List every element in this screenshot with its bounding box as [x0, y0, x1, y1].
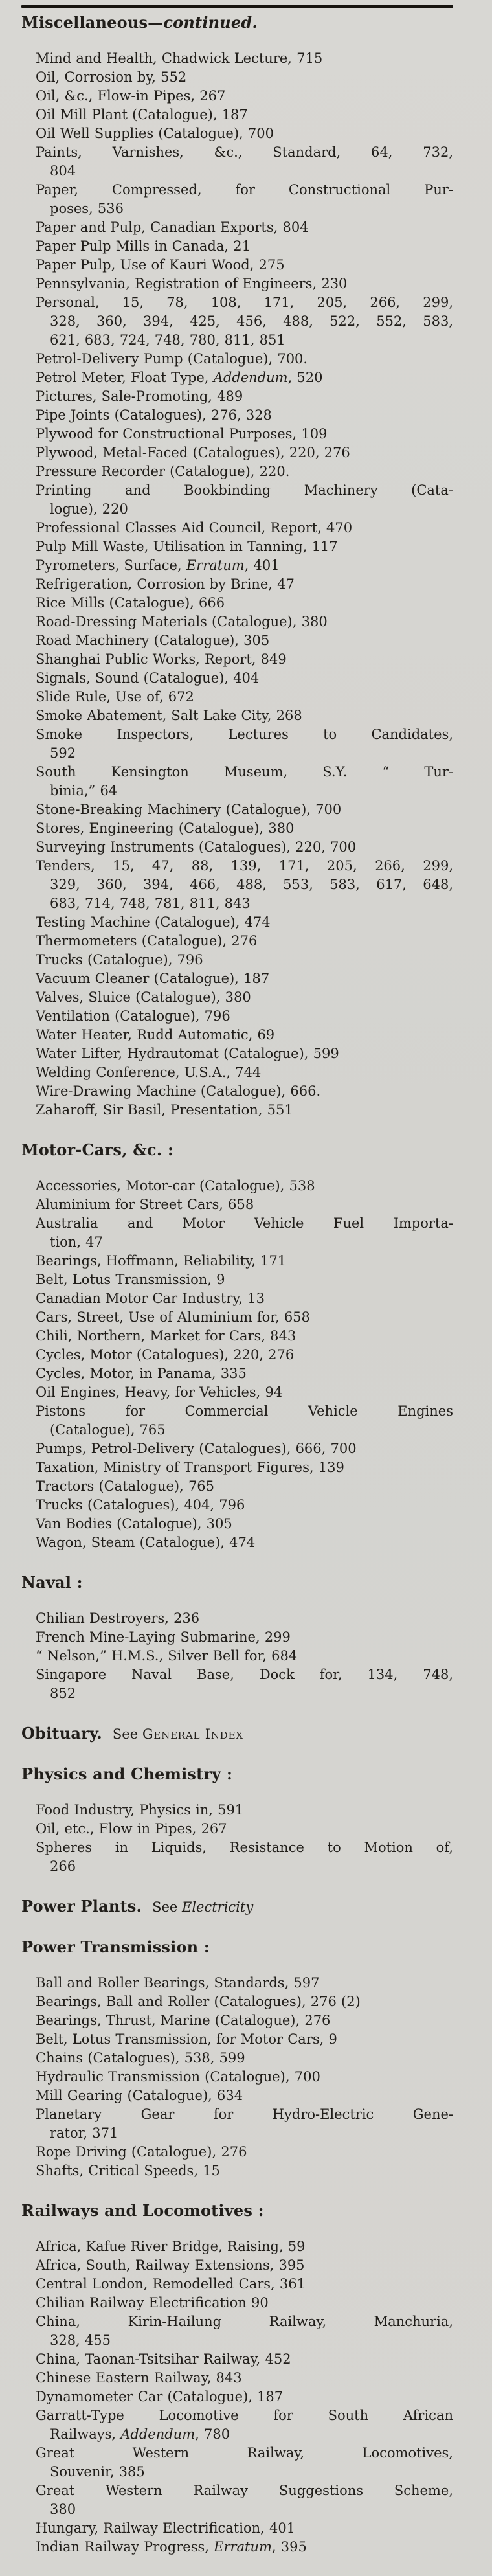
- section-power-plants: [0, 1897, 492, 1917]
- index-entry: [36, 2538, 453, 2557]
- entry-line: tion, 47: [50, 1234, 103, 1250]
- entry-line: Chilian Destroyers, 236: [36, 1610, 200, 1626]
- index-entry: [36, 1308, 453, 1327]
- index-entry: [36, 256, 453, 275]
- index-entry: [36, 2481, 453, 2519]
- index-entry: [36, 613, 453, 631]
- index-entry: [36, 819, 453, 838]
- section-motor-cars: [0, 1140, 492, 1552]
- index-entry: [36, 969, 453, 988]
- index-entry: [36, 857, 453, 913]
- entry-list: [36, 1801, 453, 1876]
- index-entry: [36, 1533, 453, 1552]
- index-entry: [36, 1477, 453, 1496]
- entry-line: Singapore Naval Base, Dock for, 134, 748,: [36, 1667, 453, 1682]
- index-entry: [36, 669, 453, 688]
- entry-line: Aluminium for Street Cars, 658: [36, 1197, 254, 1212]
- entry-line: Thermometers (Catalogue), 276: [36, 933, 258, 949]
- entry-line: Chinese Eastern Railway, 843: [36, 2370, 242, 2386]
- entry-line: Oil Mill Plant (Catalogue), 187: [36, 107, 248, 122]
- index-entry: [36, 1045, 453, 1063]
- entry-line: Ventilation (Catalogue), 796: [36, 1008, 230, 1024]
- entry-line: South Kensington Museum, S.Y. “ Tur-: [36, 764, 453, 780]
- entry-line: Tractors (Catalogue), 765: [36, 1478, 215, 1494]
- index-entry: [36, 1252, 453, 1271]
- index-entry: [36, 951, 453, 969]
- index-entry: [36, 2369, 453, 2388]
- section-physics-and-chemistry: [0, 1765, 492, 1876]
- entry-line: Trucks (Catalogue), 796: [36, 952, 203, 967]
- entry-line: Cycles, Motor, in Panama, 335: [36, 1366, 247, 1381]
- entry-line: Pictures, Sale-Promoting, 489: [36, 389, 243, 404]
- index-entry: [36, 1838, 453, 1876]
- index-entry: [36, 1458, 453, 1477]
- index-entry: [36, 462, 453, 481]
- section-heading-text: Motor-Cars, &c. :: [21, 1140, 174, 1159]
- entry-line: Oil, Corrosion by, 552: [36, 69, 187, 85]
- index-entry: [36, 293, 453, 350]
- index-entry: [36, 932, 453, 951]
- entry-line: Wagon, Steam (Catalogue), 474: [36, 1535, 256, 1550]
- index-entry: [36, 2294, 453, 2312]
- section-heading: [21, 1724, 466, 1744]
- entry-line: (Catalogue), 765: [50, 1422, 166, 1438]
- entry-line: Printing and Bookbinding Machinery (Cata-: [36, 482, 453, 498]
- section-heading-text: Power Transmission :: [21, 1938, 210, 1956]
- entry-line: Mind and Health, Chadwick Lecture, 715: [36, 51, 323, 66]
- index-entry: [36, 2350, 453, 2369]
- see-reference: See Electricity: [152, 1899, 254, 1915]
- entry-line: Oil, etc., Flow in Pipes, 267: [36, 1821, 227, 1836]
- index-entry: [36, 49, 453, 68]
- entry-line: Water Heater, Rudd Automatic, 69: [36, 1027, 275, 1043]
- index-entry: [36, 1647, 453, 1666]
- index-entry: [36, 688, 453, 706]
- index-entry: [36, 444, 453, 462]
- index-entry: [36, 1177, 453, 1195]
- entry-line: Valves, Sluice (Catalogue), 380: [36, 989, 251, 1005]
- index-entry: [36, 1993, 453, 2011]
- index-entry: [36, 2256, 453, 2275]
- entry-line: logue), 220: [50, 501, 128, 517]
- index-entry: [36, 425, 453, 444]
- index-entry: [36, 2312, 453, 2350]
- index-entry: [36, 1364, 453, 1383]
- entry-line: Smoke Abatement, Salt Lake City, 268: [36, 708, 302, 723]
- entry-line: Bearings, Ball and Roller (Catalogues), 276 (2): [36, 1994, 361, 2009]
- index-entry: [36, 725, 453, 763]
- entry-line: Paper, Compressed, for Constructional Pur-: [36, 182, 453, 198]
- section-heading: [21, 1765, 466, 1784]
- section-heading-text: Miscellaneous—continued.: [21, 13, 258, 32]
- entry-line: Water Lifter, Hydrautomat (Catalogue), 599: [36, 1046, 339, 1061]
- entry-line: Pistons for Commercial Vehicle Engines: [36, 1403, 453, 1419]
- entry-line: Food Industry, Physics in, 591: [36, 1802, 244, 1818]
- see-reference: See General Index: [112, 1726, 243, 1742]
- entry-line: Testing Machine (Catalogue), 474: [36, 914, 271, 930]
- index-entry: [36, 1214, 453, 1252]
- entry-line: Surveying Instruments (Catalogues), 220, 700: [36, 839, 357, 855]
- entry-line: Dynamometer Car (Catalogue), 187: [36, 2389, 284, 2404]
- index-entry: [36, 1820, 453, 1838]
- index-entry: [36, 594, 453, 613]
- index-entry: [36, 406, 453, 425]
- top-rule: [21, 5, 453, 8]
- entry-line: Stores, Engineering (Catalogue), 380: [36, 820, 295, 836]
- entry-line: Van Bodies (Catalogue), 305: [36, 1516, 232, 1531]
- index-entry: [36, 1346, 453, 1364]
- index-entry: [36, 2030, 453, 2049]
- section-miscellaneous: [0, 13, 492, 1120]
- index-entry: [36, 1801, 453, 1820]
- index-entry: [36, 1026, 453, 1045]
- entry-line: Bearings, Hoffmann, Reliability, 171: [36, 1253, 287, 1269]
- entry-line: 621, 683, 724, 748, 780, 811, 851: [50, 332, 285, 348]
- entry-line: “ Nelson,” H.M.S., Silver Bell for, 684: [36, 1648, 298, 1664]
- index-entry: [36, 800, 453, 819]
- index-entry: [36, 68, 453, 87]
- entry-line: Railways, Addendum, 780: [50, 2426, 230, 2442]
- entry-line: Ball and Roller Bearings, Standards, 597: [36, 1975, 320, 1991]
- section-railways-and-locomotives: [0, 2201, 492, 2557]
- section-heading-text: Naval :: [21, 1573, 83, 1592]
- index-entry: [36, 1515, 453, 1533]
- index-entry: [36, 1628, 453, 1647]
- entry-list: [36, 1177, 453, 1552]
- entry-line: China, Taonan-Tsitsihar Railway, 452: [36, 2351, 291, 2367]
- index-entry: [36, 2143, 453, 2162]
- index-entry: [36, 481, 453, 519]
- index-entry: [36, 556, 453, 575]
- index-entry: [36, 763, 453, 800]
- index-entry: [36, 575, 453, 594]
- entry-line: Great Western Railway, Locomotives,: [36, 2445, 453, 2461]
- section-heading-text: Power Plants.: [21, 1897, 142, 1915]
- index-entry: [36, 988, 453, 1007]
- index-entry: [36, 1974, 453, 1993]
- index-entry: [36, 519, 453, 537]
- entry-line: 852: [50, 1686, 76, 1701]
- index-entry: [36, 2237, 453, 2256]
- entry-line: Cars, Street, Use of Aluminium for, 658: [36, 1309, 310, 1325]
- entry-line: Rope Driving (Catalogue), 276: [36, 2144, 247, 2160]
- entry-line: Plywood for Constructional Purposes, 109: [36, 426, 328, 442]
- section-heading: [21, 1140, 466, 1160]
- index-entry: [36, 387, 453, 406]
- index-entry: [36, 1271, 453, 1289]
- entry-line: Planetary Gear for Hydro-Electric Gene-: [36, 2107, 453, 2122]
- entry-line: Africa, South, Railway Extensions, 395: [36, 2257, 305, 2273]
- entry-line: Paints, Varnishes, &c., Standard, 64, 732,: [36, 144, 453, 160]
- entry-line: Oil, &c., Flow-in Pipes, 267: [36, 88, 226, 104]
- entry-line: Pennsylvania, Registration of Engineers, 230: [36, 276, 348, 291]
- entry-line: French Mine-Laying Submarine, 299: [36, 1629, 291, 1645]
- entry-line: China, Kirin-Hailung Railway, Manchuria,: [36, 2314, 453, 2329]
- section-heading: [21, 2201, 466, 2220]
- entry-line: Hydraulic Transmission (Catalogue), 700: [36, 2069, 320, 2085]
- index-entry: [36, 350, 453, 368]
- entry-line: Canadian Motor Car Industry, 13: [36, 1291, 265, 1306]
- entry-line: Welding Conference, U.S.A., 744: [36, 1065, 262, 1080]
- section-heading: [21, 1938, 466, 1957]
- entry-line: Trucks (Catalogues), 404, 796: [36, 1497, 245, 1513]
- entry-line: Slide Rule, Use of, 672: [36, 689, 194, 705]
- entry-line: Taxation, Ministry of Transport Figures, 139: [36, 1460, 344, 1475]
- entry-line: Pyrometers, Surface, Erratum, 401: [36, 558, 280, 573]
- index-entry: [36, 218, 453, 237]
- entry-line: Cycles, Motor (Catalogues), 220, 276: [36, 1347, 295, 1362]
- index-entry: [36, 706, 453, 725]
- entry-line: Personal, 15, 78, 108, 171, 205, 266, 299,: [36, 295, 453, 310]
- section-heading-text: Physics and Chemistry :: [21, 1765, 233, 1783]
- entry-line: 328, 360, 394, 425, 456, 488, 522, 552, 583,: [50, 313, 453, 329]
- index-entry: [36, 106, 453, 124]
- index-entry: [36, 181, 453, 218]
- small-caps-reference: General Index: [142, 1726, 243, 1742]
- index-entry: [36, 913, 453, 932]
- index-entry: [36, 368, 453, 387]
- entry-line: Africa, Kafue River Bridge, Raising, 59: [36, 2239, 306, 2254]
- entry-line: Road Machinery (Catalogue), 305: [36, 633, 270, 648]
- entry-line: 328, 455: [50, 2333, 111, 2348]
- index-entry: [36, 1496, 453, 1515]
- entry-line: 683, 714, 748, 781, 811, 843: [50, 896, 251, 911]
- entry-line: Shafts, Critical Speeds, 15: [36, 2163, 220, 2178]
- entry-line: Rice Mills (Catalogue), 666: [36, 595, 225, 611]
- index-entry: [36, 2444, 453, 2481]
- entry-line: Wire-Drawing Machine (Catalogue), 666.: [36, 1083, 321, 1099]
- entry-line: 329, 360, 394, 466, 488, 553, 583, 617, 648,: [50, 877, 453, 892]
- section-power-transmission: [0, 1938, 492, 2180]
- index-entry: [36, 1289, 453, 1308]
- entry-line: Belt, Lotus Transmission, 9: [36, 1272, 225, 1287]
- index-entry: [36, 1440, 453, 1458]
- index-entry: [36, 537, 453, 556]
- entry-line: Spheres in Liquids, Resistance to Motion of,: [36, 1840, 453, 1855]
- entry-line: Belt, Lotus Transmission, for Motor Cars, 9: [36, 2031, 337, 2047]
- entry-line: Stone-Breaking Machinery (Catalogue), 700: [36, 802, 342, 817]
- index-entry: [36, 124, 453, 143]
- entry-line: Pumps, Petrol-Delivery (Catalogues), 666, 700: [36, 1441, 357, 1456]
- index-entry: [36, 1063, 453, 1082]
- entry-line: 804: [50, 163, 76, 179]
- entry-line: Australia and Motor Vehicle Fuel Importa-: [36, 1215, 453, 1231]
- index-entry: [36, 2011, 453, 2030]
- entry-line: Professional Classes Aid Council, Report, 470: [36, 520, 353, 536]
- entry-line: Bearings, Thrust, Marine (Catalogue), 276: [36, 2013, 331, 2028]
- index-entry: [36, 2162, 453, 2180]
- entry-line: Garratt-Type Locomotive for South African: [36, 2408, 453, 2423]
- index-entry: [36, 87, 453, 106]
- index-content: [0, 13, 492, 2576]
- entry-line: Pipe Joints (Catalogues), 276, 328: [36, 407, 272, 423]
- entry-line: Great Western Railway Suggestions Scheme,: [36, 2483, 453, 2498]
- index-entry: [36, 2086, 453, 2105]
- section-naval: [0, 1573, 492, 1703]
- entry-line: Tenders, 15, 47, 88, 139, 171, 205, 266, 299,: [36, 858, 453, 874]
- entry-line: binia,” 64: [50, 783, 118, 798]
- section-heading-text: Railways and Locomotives :: [21, 2201, 264, 2220]
- entry-line: 266: [50, 1859, 76, 1874]
- index-entry: [36, 2068, 453, 2086]
- entry-line: poses, 536: [50, 201, 124, 216]
- entry-line: Vacuum Cleaner (Catalogue), 187: [36, 971, 270, 986]
- index-entry: [36, 2388, 453, 2406]
- index-entry: [36, 1383, 453, 1402]
- section-obituary: [0, 1724, 492, 1744]
- index-entry: [36, 838, 453, 857]
- entry-line: Petrol Meter, Float Type, Addendum, 520: [36, 370, 323, 385]
- index-entry: [36, 1402, 453, 1440]
- entry-line: Pressure Recorder (Catalogue), 220.: [36, 464, 290, 479]
- entry-line: Indian Railway Progress, Erratum, 395: [36, 2539, 307, 2555]
- index-entry: [36, 1609, 453, 1628]
- entry-line: Pulp Mill Waste, Utilisation in Tanning, 117: [36, 539, 338, 554]
- entry-line: Chilian Railway Electrification 90: [36, 2295, 269, 2310]
- entry-line: Hungary, Railway Electrification, 401: [36, 2520, 296, 2536]
- entry-line: Paper Pulp Mills in Canada, 21: [36, 238, 251, 254]
- entry-line: Shanghai Public Works, Report, 849: [36, 651, 287, 667]
- index-entry: [36, 275, 453, 293]
- entry-line: Chains (Catalogues), 538, 599: [36, 2050, 245, 2066]
- index-entry: [36, 237, 453, 256]
- entry-line: 592: [50, 745, 76, 761]
- entry-line: Mill Gearing (Catalogue), 634: [36, 2088, 243, 2103]
- entry-line: Petrol-Delivery Pump (Catalogue), 700.: [36, 351, 308, 367]
- index-entry: [36, 2406, 453, 2444]
- index-entry: [36, 1666, 453, 1703]
- section-heading-text: Obituary.: [21, 1724, 102, 1743]
- entry-line: Road-Dressing Materials (Catalogue), 380: [36, 614, 328, 629]
- index-entry: [36, 1101, 453, 1120]
- index-entry: [36, 2275, 453, 2294]
- index-entry: [36, 2049, 453, 2068]
- entry-list: [36, 2237, 453, 2557]
- entry-line: Souvenir, 385: [50, 2464, 145, 2480]
- index-entry: [36, 2519, 453, 2538]
- entry-line: Plywood, Metal-Faced (Catalogues), 220, 276: [36, 445, 350, 460]
- entry-line: 380: [50, 2502, 76, 2517]
- entry-list: [36, 49, 453, 1120]
- section-heading: [21, 13, 466, 32]
- section-heading: [21, 1573, 466, 1592]
- entry-line: Oil Engines, Heavy, for Vehicles, 94: [36, 1384, 283, 1400]
- entry-line: rator, 371: [50, 2125, 118, 2141]
- index-entry: [36, 650, 453, 669]
- entry-list: [36, 1974, 453, 2180]
- index-entry: [36, 1007, 453, 1026]
- index-entry: [36, 1082, 453, 1101]
- index-entry: [36, 1327, 453, 1346]
- index-entry: [36, 2105, 453, 2143]
- section-heading: [21, 1897, 466, 1917]
- entry-line: Central London, Remodelled Cars, 361: [36, 2276, 306, 2292]
- entry-line: Accessories, Motor-car (Catalogue), 538: [36, 1178, 315, 1193]
- index-entry: [36, 1195, 453, 1214]
- index-entry: [36, 143, 453, 181]
- entry-list: [36, 1609, 453, 1703]
- entry-line: Paper and Pulp, Canadian Exports, 804: [36, 220, 309, 235]
- index-entry: [36, 631, 453, 650]
- entry-line: Zaharoff, Sir Basil, Presentation, 551: [36, 1102, 293, 1118]
- entry-line: Paper Pulp, Use of Kauri Wood, 275: [36, 257, 285, 273]
- entry-line: Smoke Inspectors, Lectures to Candidates,: [36, 727, 453, 742]
- entry-line: Refrigeration, Corrosion by Brine, 47: [36, 576, 295, 592]
- entry-line: Signals, Sound (Catalogue), 404: [36, 670, 260, 686]
- entry-line: Chili, Northern, Market for Cars, 843: [36, 1328, 296, 1344]
- entry-line: Oil Well Supplies (Catalogue), 700: [36, 126, 274, 141]
